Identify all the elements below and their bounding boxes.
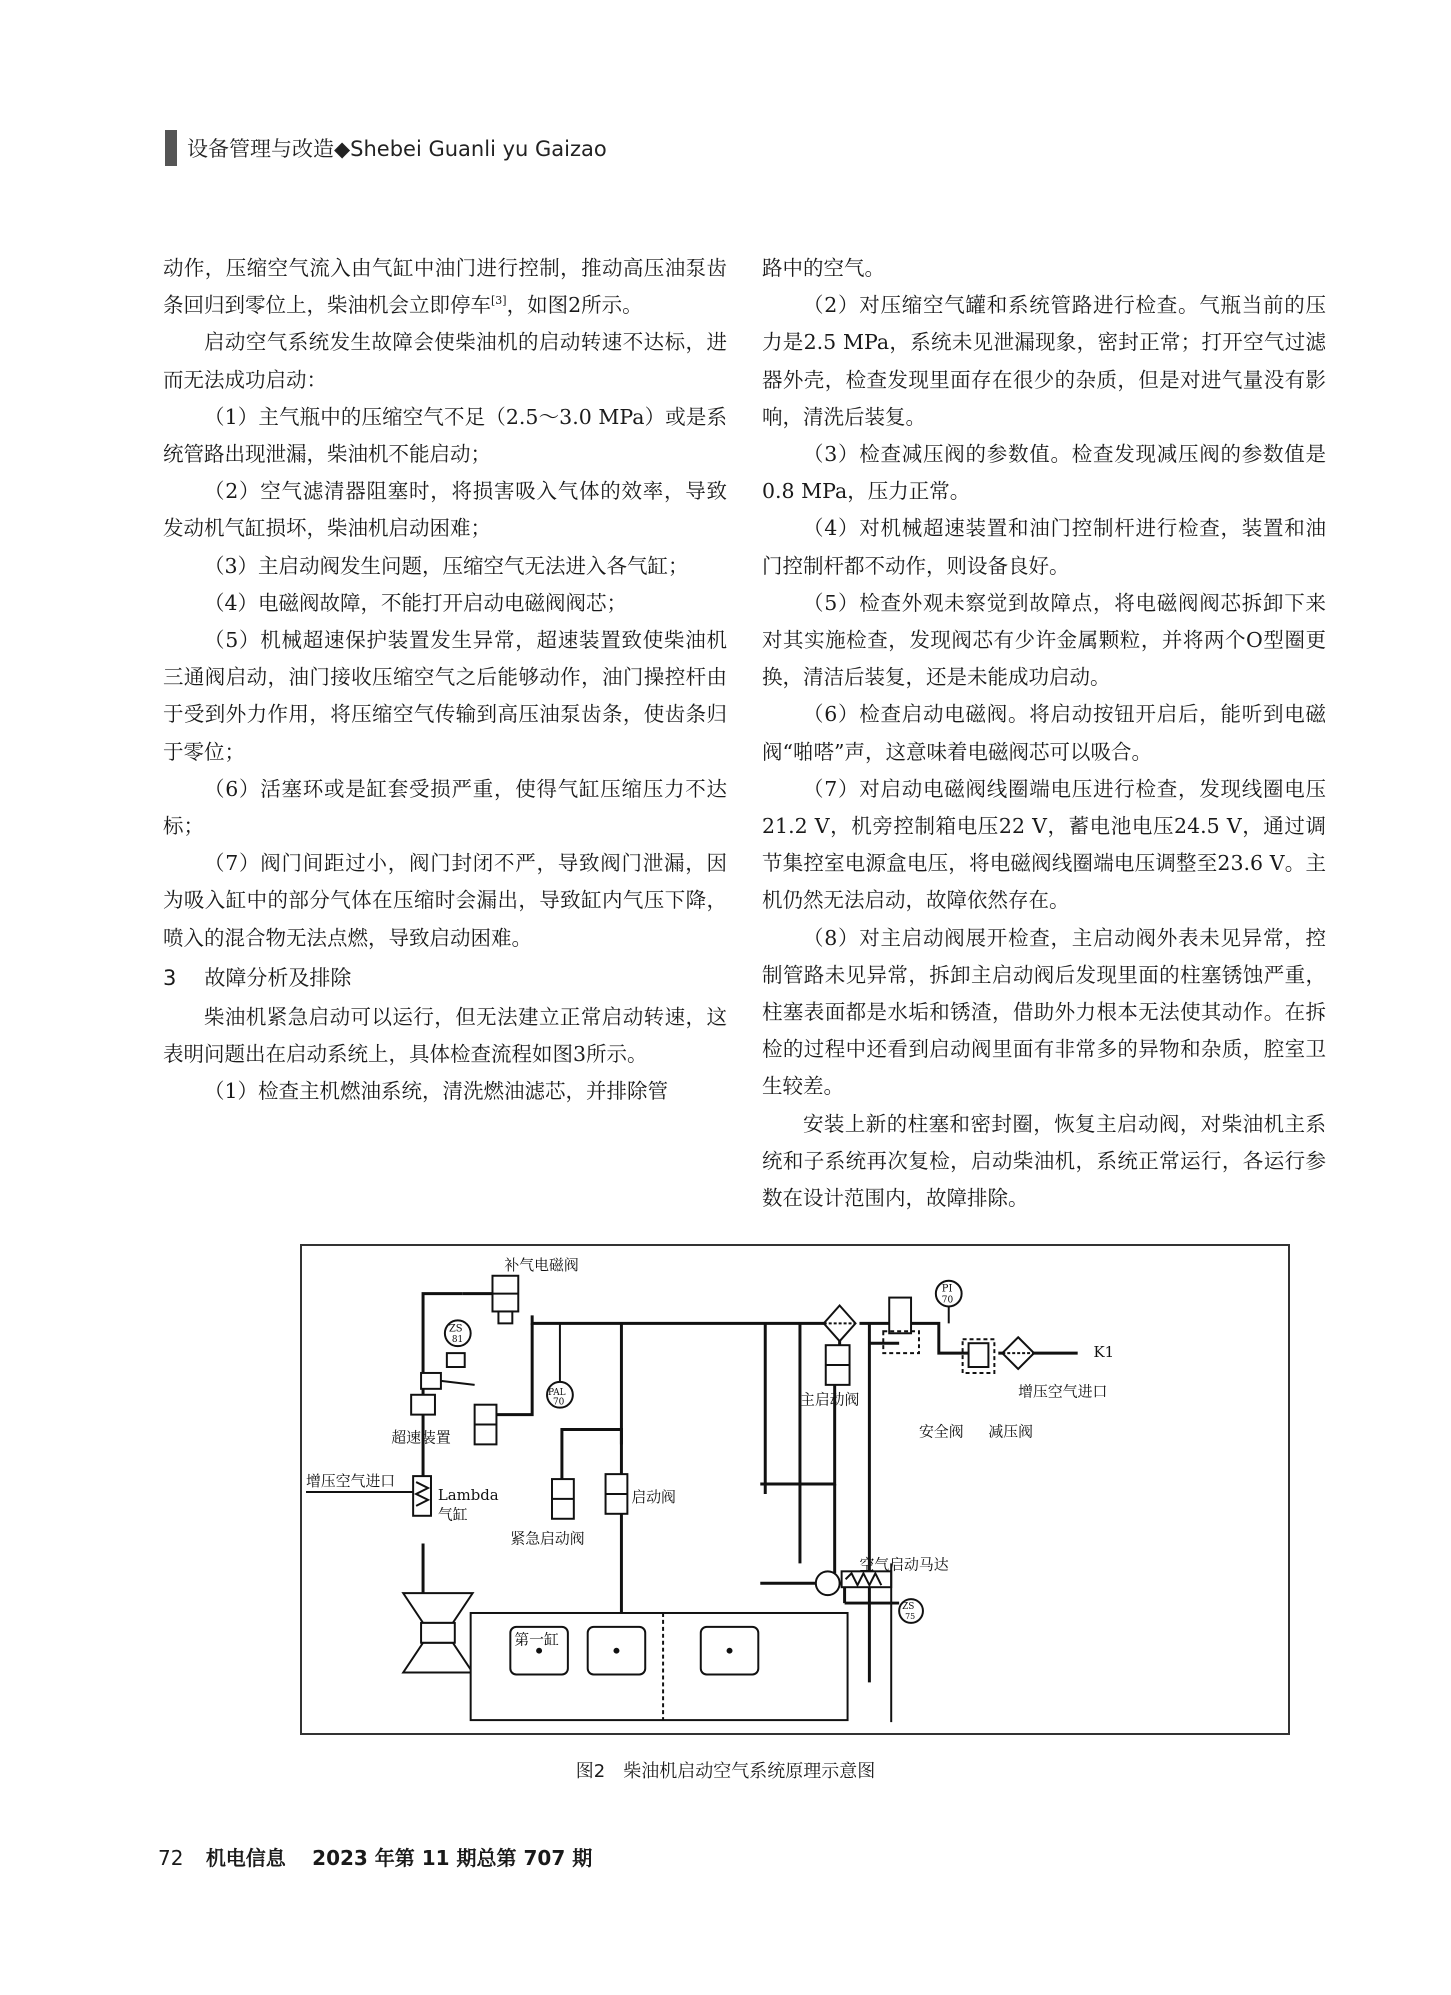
page-footer xyxy=(158,1842,592,1871)
svg-text:PI: PI xyxy=(941,1283,953,1295)
paragraph: 柴油机紧急启动可以运行，但无法建立正常启动转速，这表明问题出在启动系统上，具体检查流程如图3所示。 xyxy=(163,1005,727,1067)
list-item: （5）检查外观未察觉到故障点，将电磁阀阀芯拆卸下来对其实施检查，发现阀芯有少许金属颗粒，并将两个O型圈更换，清洁后装复，还是未能成功启动。 xyxy=(762,590,1326,690)
label-main-start-valve: 主启动阀 xyxy=(799,1390,860,1409)
start-valve-icon xyxy=(606,1474,628,1514)
list-item: （4）对机械超速装置和油门控制杆进行检查，装置和油门控制杆都不动作，则设备良好。 xyxy=(762,516,1326,578)
pneumatic-diagram xyxy=(302,1246,1288,1733)
header-bar xyxy=(165,130,177,166)
header-title: 设备管理与改造◆Shebei Guanli yu Gaizao xyxy=(187,137,607,161)
pi-70-gauge-icon xyxy=(936,1281,962,1324)
paragraph: 安装上新的柱塞和密封圈，恢复主启动阀，对柴油机主系统和子系统再次复检，启动柴油机，系统正常运行，各运行参数在设计范围内，故障排除。 xyxy=(762,1111,1326,1211)
label-air-motor: 空气启动马达 xyxy=(859,1555,949,1574)
label-boost-inlet-left: 增压空气进口 xyxy=(306,1472,396,1491)
pal-70-alarm-icon xyxy=(547,1323,573,1407)
issue-info: 2023 年第 11 期总第 707 期 xyxy=(312,1846,593,1870)
label-boost-inlet-right: 增压空气进口 xyxy=(1018,1382,1108,1401)
label-emergency-valve: 紧急启动阀 xyxy=(510,1529,585,1548)
paragraph: 路中的空气。 xyxy=(762,256,885,280)
turbocharger-icon xyxy=(403,1593,472,1672)
air-filter-icon xyxy=(824,1306,856,1342)
label-reducing-valve: 减压阀 xyxy=(988,1422,1034,1441)
journal-name: 机电信息 xyxy=(205,1846,286,1870)
svg-text:PAL: PAL xyxy=(548,1387,566,1398)
lambda-cylinder-icon xyxy=(413,1476,431,1516)
figure-diagram xyxy=(300,1244,1290,1735)
supply-solenoid-valve-icon xyxy=(492,1276,518,1324)
list-item: （8）对主启动阀展开检查，主启动阀外表未见异常，控制管路未见异常，拆卸主启动阀后发现里面的柱塞锈蚀严重，柱塞表面都是水垢和锈渣，借助外力根本无法使其动作。在拆检的过程中还看到启动阀里面有非常多的异物和杂质，腔室卫生较差。 xyxy=(762,925,1326,1099)
paragraph: 启动空气系统发生故障会使柴油机的启动转速不达标，进而无法成功启动： xyxy=(163,330,727,392)
section-title: 故障分析及排除 xyxy=(204,965,352,990)
list-item: （1）检查主机燃油系统，清洗燃油滤芯，并排除管 xyxy=(204,1079,669,1104)
emergency-start-valve-icon xyxy=(552,1479,574,1519)
safety-valve-icon xyxy=(883,1298,919,1354)
figure-caption: 图2 柴油机启动空气系统原理示意图 xyxy=(575,1761,876,1782)
svg-text:70: 70 xyxy=(941,1295,954,1306)
list-item: （4）电磁阀故障，不能打开启动电磁阀阀芯； xyxy=(204,590,628,615)
svg-text:ZS: ZS xyxy=(448,1323,463,1335)
list-item: （3）主启动阀发生问题，压缩空气无法进入各气缸； xyxy=(204,553,689,578)
engine-block-icon xyxy=(471,1613,848,1720)
svg-text:75: 75 xyxy=(905,1611,916,1621)
list-item: （7）阀门间距过小，阀门封闭不严，导致阀门泄漏，因为吸入缸中的部分气体在压缩时会漏出，导致缸内气压下降，喷入的混合物无法点燃，导致启动困难。 xyxy=(163,851,727,950)
list-item: （3）检查减压阀的参数值。检查发现减压阀的参数值是0.8 MPa，压力正常。 xyxy=(762,442,1326,504)
label-supply-solenoid: 补气电磁阀 xyxy=(504,1255,579,1274)
section-number: 3 xyxy=(163,965,177,990)
right-column xyxy=(762,250,1326,1217)
list-item: （5）机械超速保护装置发生异常，超速装置致使柴油机三通阀启动，油门接收压缩空气之后能够动作，油门操控杆由于受到外力作用，将压缩空气传输到高压油泵齿条，使齿条归于零位； xyxy=(163,628,727,764)
list-item: （6）活塞环或是缸套受损严重，使得气缸压缩压力不达标； xyxy=(163,776,727,839)
label-k1: K1 xyxy=(1093,1343,1115,1362)
list-item: （7）对启动电磁阀线圈端电压进行检查，发现线圈电压21.2 V，机旁控制箱电压22 V，蓄电池电压24.5 V，通过调节集控室电源盒电压，将电磁阀线圈端电压调整至23.6 V。主机仍然无法启动，故障依然存在。 xyxy=(762,776,1326,913)
list-item: （6）检查启动电磁阀。将启动按钮开启后，能听到电磁阀“啪嗒”声，这意味着电磁阀芯可以吸合。 xyxy=(762,702,1326,764)
section-heading xyxy=(163,960,727,997)
svg-text:81: 81 xyxy=(451,1335,464,1346)
svg-text:ZS: ZS xyxy=(902,1602,915,1613)
label-cylinder: 气缸 xyxy=(437,1505,468,1524)
running-header xyxy=(165,128,607,168)
label-start-valve: 启动阀 xyxy=(631,1487,676,1506)
list-item: （2）对压缩空气罐和系统管路进行检查。气瓶当前的压力是2.5 MPa，系统未见泄漏现象，密封正常；打开空气过滤器外壳，检查发现里面存在很少的杂质，但是对进气量没有影响，清洗后装复。 xyxy=(762,293,1326,429)
page-number: 72 xyxy=(158,1846,184,1870)
paragraph: 动作，压缩空气流入由气缸中油门进行控制，推动高压油泵齿条回归到零位上，柴油机会立即停车[3]，如图2所示。 xyxy=(163,256,727,318)
label-first-cylinder: 第一缸 xyxy=(514,1630,559,1649)
citation[interactable]: [3] xyxy=(491,294,507,308)
label-safety-valve: 安全阀 xyxy=(918,1422,964,1441)
zs-75-sensor-icon xyxy=(899,1599,923,1623)
zs-81-gauge-icon xyxy=(445,1320,471,1367)
list-item: （1）主气瓶中的压缩空气不足（2.5～3.0 MPa）或是系统管路出现泄漏，柴油机不能启动； xyxy=(163,404,727,467)
label-lambda: Lambda xyxy=(437,1485,499,1504)
svg-text:70: 70 xyxy=(552,1397,565,1408)
list-item: （2）空气滤清器阻塞时，将损害吸入气体的效率，导致发动机气缸损坏，柴油机启动困难； xyxy=(163,479,727,541)
main-start-valve-icon xyxy=(826,1345,850,1385)
inlet-filter-icon xyxy=(1002,1337,1034,1369)
left-column xyxy=(163,250,727,1111)
reducing-valve-icon xyxy=(963,1339,995,1373)
label-overspeed: 超速装置 xyxy=(391,1428,451,1447)
